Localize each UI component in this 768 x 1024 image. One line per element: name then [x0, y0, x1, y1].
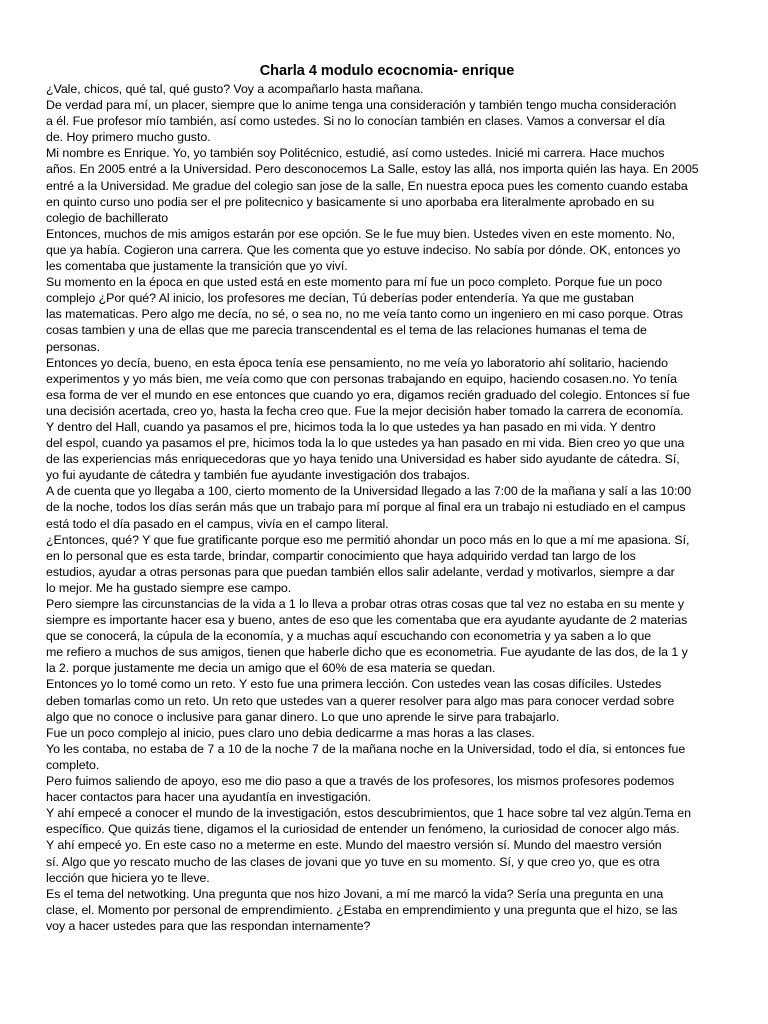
- document-body: [46, 81, 728, 934]
- text-line: en lo personal que es esta tarde, brindar, compartir conocimiento que haya adquirido verdad tan largo de los: [46, 548, 636, 563]
- paragraph: [46, 97, 728, 145]
- text-line: Es el tema del netwotking. Una pregunta que nos hizo Jovani, a mí me marcó la vida? Sería una pregunta en una: [46, 886, 664, 901]
- text-line: Yo les contaba, no estaba de 7 a 10 de la noche 7 de la mañana noche en la Universidad, todo el día, si entonces fue: [46, 741, 686, 756]
- text-line: Entonces yo lo tomé como un reto. Y esto fue una primera lección. Con ustedes vean las cosas difíciles. Ustedes: [46, 677, 662, 692]
- paragraph: [46, 274, 728, 354]
- text-line: les comentaba que justamente la transición que yo viví.: [46, 259, 348, 274]
- paragraph: [46, 741, 728, 773]
- paragraph: [46, 805, 728, 885]
- paragraph: [46, 226, 728, 274]
- text-line: de las experiencias más enriquecedoras que yo haya tenido una Universidad es haber sido ayudante de cátedra. Sí,: [46, 452, 680, 467]
- text-line: Pero siempre las circunstancias de la vida a 1 lo lleva a probar otras otras cosas que tal vez no estaba en su mente y: [46, 597, 685, 611]
- text-line: esa forma de ver el mundo en ese entonces que cuando yo era, digamos recién graduado del colegio. Entonces sí fue: [46, 387, 690, 402]
- text-line: Su momento en la época en que usted está en este momento para mí fue un poco completo. Porque fue un poco: [46, 275, 663, 290]
- text-line: hacer contactos para hacer una ayudantía en investigación.: [46, 790, 371, 805]
- text-line: colegio de bachillerato: [46, 210, 169, 225]
- text-line: Y ahí empecé a conocer el mundo de la investigación, estos descubrimientos, que 1 hace sobre tal vez algún.Tema en: [46, 806, 691, 821]
- text-line: clase, el. Momento por personal de emprendimiento. ¿Estaba en emprendimiento y una pregunta que el hizo, se las: [46, 902, 678, 917]
- text-line: lección que hiciera yo te lleve.: [46, 870, 210, 885]
- text-line: está todo el día pasado en el campus, vivía en el campo literal.: [46, 516, 389, 531]
- text-line: en quinto curso uno podia ser el pre politecnico y basicamente si uno aporbaba era literalmente aprobado en su: [46, 194, 655, 209]
- text-line: ¿Entonces, qué? Y que fue gratificante porque eso me permitió ahondar un poco más en lo que a mí me apasiona. Sí,: [46, 532, 690, 547]
- text-line: que ya había. Cogieron una carrera. Que les comenta que yo estuve indeciso. No sabía por dónde. OK, entonces yo: [46, 242, 681, 257]
- text-line: completo.: [46, 757, 100, 772]
- paragraph: [46, 886, 728, 934]
- text-line: Entonces, muchos de mis amigos estarán por ese opción. Se le fue muy bien. Ustedes viven en este momento. No,: [46, 226, 675, 241]
- text-line: estudios, ayudar a otras personas para que puedan también ellos salir adelante, verdad y motivarlos, siempre a dar: [46, 564, 675, 579]
- paragraph: [46, 483, 728, 531]
- document-page: [46, 62, 728, 934]
- text-line: De verdad para mí, un placer, siempre que lo anime tenga una consideración y también tengo mucha consideración: [46, 98, 677, 113]
- document-title: Charla 4 modulo ecocnomia- enrique: [259, 63, 515, 79]
- text-line: de. Hoy primero mucho gusto.: [46, 130, 211, 145]
- text-line: voy a hacer ustedes para que las respondan internamente?: [46, 918, 371, 933]
- text-line: deben tomarlas como un reto. Un reto que ustedes van a querer resolver para algo mas para conocer verdad sobre: [46, 693, 675, 708]
- text-line: del espol, cuando ya pasamos el pre, hicimos toda la lo que ustedes ya han pasado en mi vida. Bien creo yo que una: [46, 436, 685, 451]
- paragraph: [46, 532, 728, 596]
- text-line: la 2. porque justamente me decia un amigo que el 60% de esa materia se quedan.: [46, 661, 496, 676]
- text-line: algo que no conoce o inclusive para ganar dinero. Lo que uno aprende le sirve para trabajarlo.: [46, 709, 560, 724]
- text-line: de la noche, todos los días serán más que un trabajo para mí porque al final era un trabajo ni estudiado en el campus: [46, 500, 686, 515]
- text-line: siempre es importante hacer esa y bueno, antes de eso que les comentaba que era ayudante ayudante de 2 materias: [46, 613, 688, 628]
- text-line: las matematicas. Pero algo me decía, no sé, o sea no, no me veía tanto como un ingeniero en mi caso porque. Otras: [46, 307, 683, 322]
- text-line: sí. Algo que yo rescato mucho de las clases de jovani que yo tuve en su momento. Sí, y que creo yo, que es otra: [46, 854, 660, 869]
- text-line: lo mejor. Me ha gustado siempre ese campo.: [46, 580, 292, 595]
- text-line: A de cuenta que yo llegaba a 100, cierto momento de la Universidad llegado a las 7:00 de la mañana y salí a las 10:00: [46, 484, 692, 499]
- paragraph: [46, 145, 728, 225]
- paragraph: [46, 773, 728, 805]
- paragraph: [46, 81, 728, 97]
- text-line: ¿Vale, chicos, qué tal, qué gusto? Voy a acompañarlo hasta mañana.: [46, 82, 424, 96]
- text-line: Fue un poco complejo al inicio, pues claro uno debia dedicarme a mas horas a las clases.: [46, 725, 535, 740]
- text-line: Mi nombre es Enrique. Yo, yo también soy Politécnico, estudié, así como ustedes. Inicié mi carrera. Hace muchos: [46, 146, 665, 161]
- paragraph: [46, 725, 728, 741]
- text-line: complejo ¿Por qué? Al inicio, los profesores me decían, Tú deberías poder entendería. Ya que me gustaban: [46, 291, 634, 306]
- text-line: que se conocerá, la cúpula de la economía, y a muchas aquí escuchando con econometria y ya saben a lo que: [46, 629, 652, 644]
- text-line: personas.: [46, 339, 100, 354]
- text-line: entré a la Universidad. Me gradue del colegio san jose de la salle, En nuestra epoca pues les comento cuando estaba: [46, 178, 688, 193]
- text-line: me refiero a muchos de sus amigos, tienen que haberle dicho que es econometria. Fue ayudante de las dos, de la 1 y: [46, 645, 688, 660]
- text-line: cosas tambien y una de ellas que me parecia transcendental es el tema de las relaciones humanas el tema de: [46, 323, 647, 338]
- text-line: específico. Que quizás tiene, digamos el la curiosidad de entender un fenómeno, la curiosidad de conocer algo más.: [46, 822, 680, 837]
- text-line: una decisión acertada, creo yo, hasta la fecha creo que. Fue la mejor decisión haber tomado la carrera de economía.: [46, 403, 684, 418]
- text-line: a él. Fue profesor mío también, así como ustedes. Si no lo conocían también en clases. Vamos a conversar el día: [46, 114, 665, 129]
- text-line: Y dentro del Hall, cuando ya pasamos el pre, hicimos toda la lo que ustedes ya han pasado en mi vida. Y dentro: [46, 419, 656, 434]
- text-line: Y ahí empecé yo. En este caso no a meterme en este. Mundo del maestro versión sí. Mundo del maestro versión: [46, 838, 662, 853]
- text-line: experimentos y yo más bien, me veía como que con personas trabajando en equipo, haciendo cosasen.no. Yo tenía: [46, 371, 678, 386]
- text-line: años. En 2005 entré a la Universidad. Pero desconocemos La Salle, estoy las allá, nos importa quién las haya. En 2005: [46, 162, 699, 177]
- paragraph: [46, 355, 728, 484]
- paragraph: [46, 596, 728, 676]
- paragraph: [46, 676, 728, 724]
- text-line: yo fui ayudante de cátedra y también fue ayudante investigación dos trabajos.: [46, 468, 470, 483]
- text-line: Entonces yo decía, bueno, en esta época tenía ese pensamiento, no me veía yo laboratorio ahí solitario, haciendo: [46, 355, 668, 370]
- text-line: Pero fuimos saliendo de apoyo, eso me dio paso a que a través de los profesores, los mismos profesores podemos: [46, 774, 675, 789]
